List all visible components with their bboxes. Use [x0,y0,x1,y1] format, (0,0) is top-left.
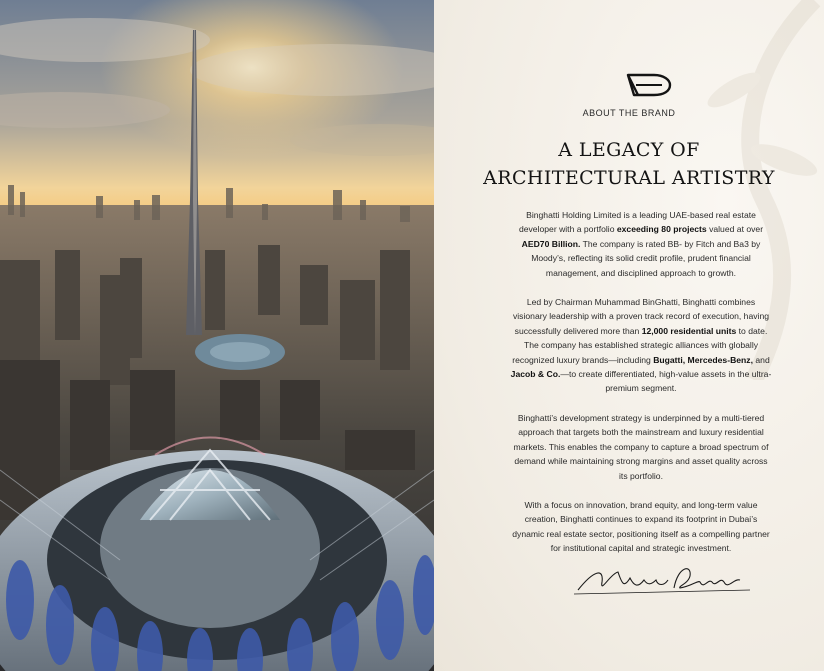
body-text-run: Binghatti Holding Limited is a leading UAE-based real estate developer with a portfolio [518,210,756,235]
body-text-run: With a focus on innovation, brand equity, and long-term value creation, Binghatti continues to expand its footprint in Dubai’s dynamic real estate sector, positioning itself as a compelling partner for institutional capital and strategic investment. [512,499,770,554]
chairman-signature [574,560,754,604]
body-text-run: Binghatti’s development strategy is underpinned by a multi-tiered approach that targets both the mainstream and luxury residential markets. This enables the company to capture a broad spectrum of demand while maintaining strong margins and asset quality across its portfolio. [513,412,769,481]
body-text-run: valued at over [706,224,764,235]
binghatti-b-logo-icon [624,72,674,98]
body-paragraph-3 [510,411,772,483]
emphasis-text: AED70 Billion. [521,238,581,249]
body-text-run: to date. The company has established strategic alliances with globally recognized luxury brands—including [512,325,768,365]
emphasis-text: 12,000 residential units [641,325,737,336]
body-text-run: Led by Chairman Muhammad BinGhatti, Binghatti combines visionary leadership with a proven track record of execution, having successfully delivered more than [512,297,770,336]
title-line-1: A LEGACY OF [558,139,700,161]
body-paragraph-4 [510,498,772,556]
body-text-run: —to create differentiated, high-value assets in the ultra-premium segment. [560,369,772,394]
about-brand-page [434,0,824,671]
body-text-run: The company is rated BB- by Fitch and Ba3 by Moody’s, reflecting its solid credit profile, prudent financial management, and disciplined approach to growth. [531,238,761,278]
emphasis-text: exceeding 80 projects [616,224,707,235]
emphasis-text: Bugatti, Mercedes-Benz, [653,354,753,365]
body-text-run: and [753,354,770,365]
body-copy [510,208,772,571]
emphasis-text: Jacob & Co. [510,369,561,380]
body-paragraph-1 [510,208,772,280]
title-line-2: ARCHITECTURAL ARTISTRY [483,167,775,189]
body-paragraph-2 [510,295,772,396]
page-title [434,136,824,192]
section-label: ABOUT THE BRAND [582,108,676,118]
